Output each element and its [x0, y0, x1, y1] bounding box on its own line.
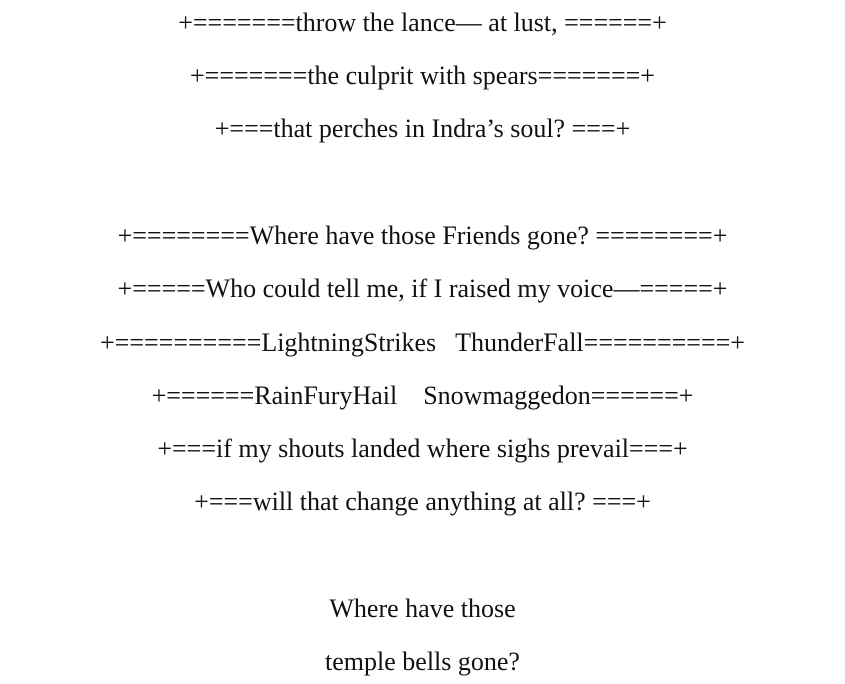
poem-line: +======RainFuryHail Snowmaggedon======+ [151, 381, 694, 410]
poem-line: +===will that change anything at all? ===+ [194, 487, 651, 516]
poem-line: +========Where have those Friends gone? ========+ [117, 221, 728, 250]
poem-line: +==========LightningStrikes ThunderFall==========+ [100, 328, 745, 357]
poem-line: +===if my shouts landed where sighs prevail===+ [157, 434, 688, 463]
poem-line: +=======throw the lance— at lust, ======+ [178, 8, 667, 37]
poem-line: +=======the culprit with spears=======+ [190, 61, 655, 90]
poem-line: temple bells gone? [325, 647, 520, 676]
poem-line: Where have those [329, 594, 516, 623]
poem-line: +=====Who could tell me, if I raised my voice—=====+ [117, 274, 728, 303]
poem-line: +===that perches in Indra’s soul? ===+ [214, 114, 631, 143]
